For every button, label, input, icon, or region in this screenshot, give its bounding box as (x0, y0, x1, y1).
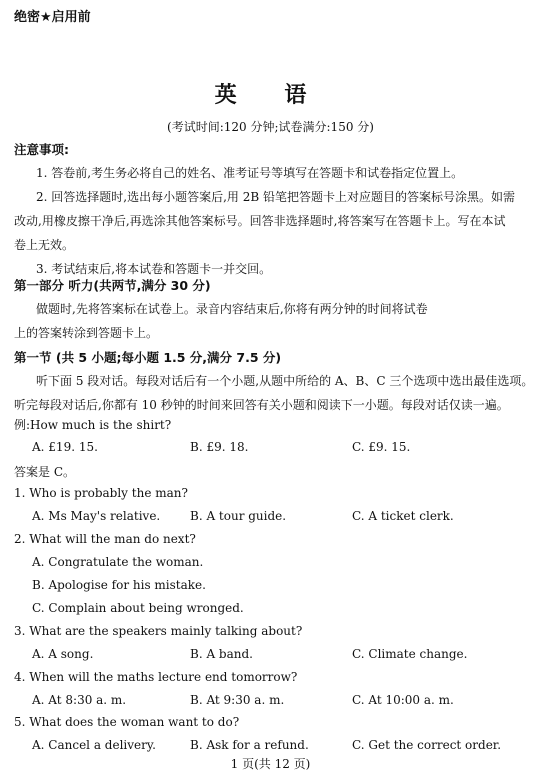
note-item-3: 3. 考试结束后,将本试卷和答题卡一并交回。 (36, 262, 272, 276)
section1-intro-line-2: 听完每段对话后,你都有 10 秒钟的时间来回答有关小题和阅读下一小题。每段对话仅读一遍。 (14, 398, 509, 412)
question-3-option-a: A. A song. (32, 647, 94, 661)
part1-intro-line-1: 做题时,先将答案标在试卷上。录音内容结束后,你将有两分钟的时间将试卷 (36, 302, 428, 316)
part1-intro-line-2: 上的答案转涂到答题卡上。 (14, 326, 159, 340)
part1-heading: 第一部分 听力(共两节,满分 30 分) (14, 278, 211, 293)
question-4-option-b: B. At 9:30 a. m. (190, 693, 285, 707)
example-option-b: B. £9. 18. (190, 440, 249, 454)
secret-label: 绝密★启用前 (14, 10, 91, 25)
question-5-option-c: C. Get the correct order. (352, 738, 502, 752)
note-item-2-line-2: 改动,用橡皮擦干净后,再选涂其他答案标号。回答非选择题时,将答案写在答题卡上。写在本试 (14, 214, 506, 228)
question-2-option-b: B. Apologise for his mistake. (32, 578, 206, 592)
note-item-2-line-3: 卷上无效。 (14, 238, 75, 252)
note-item-1: 1. 答卷前,考生务必将自己的姓名、准考证号等填写在答题卡和试卷指定位置上。 (36, 166, 464, 180)
question-3-option-b: B. A band. (190, 647, 253, 661)
question-2-option-c: C. Complain about being wronged. (32, 601, 244, 615)
question-4-option-a: A. At 8:30 a. m. (32, 693, 127, 707)
question-3: 3. What are the speakers mainly talking about? (14, 624, 303, 638)
question-5: 5. What does the woman want to do? (14, 715, 240, 729)
example-answer: 答案是 C。 (14, 465, 75, 479)
question-3-option-c: C. Climate change. (352, 647, 468, 661)
question-1-option-a: A. Ms May's relative. (32, 509, 161, 523)
example-option-c: C. £9. 15. (352, 440, 411, 454)
question-2-option-a: A. Congratulate the woman. (32, 555, 204, 569)
page-title: 英 语 (214, 83, 327, 108)
question-4: 4. When will the maths lecture end tomorrow? (14, 670, 298, 684)
question-1-option-b: B. A tour guide. (190, 509, 287, 523)
question-4-option-c: C. At 10:00 a. m. (352, 693, 454, 707)
question-1-option-c: C. A ticket clerk. (352, 509, 454, 523)
example-option-a: A. £19. 15. (32, 440, 98, 454)
notes-heading: 注意事项: (14, 142, 69, 157)
question-1: 1. Who is probably the man? (14, 486, 188, 500)
section1-heading: 第一节 (共 5 小题;每小题 1.5 分,满分 7.5 分) (14, 350, 282, 365)
question-2: 2. What will the man do next? (14, 532, 196, 546)
note-item-2-line-1: 2. 回答选择题时,选出每小题答案后,用 2B 铅笔把答题卡上对应题目的答案标号涂黑。如需 (36, 190, 515, 204)
exam-info: (考试时间:120 分钟;试卷满分:150 分) (167, 120, 374, 134)
section1-intro-line-1: 听下面 5 段对话。每段对话后有一个小题,从题中所给的 A、B、C 三个选项中选出最佳选项。 (36, 374, 534, 388)
example-question: 例:How much is the shirt? (14, 418, 172, 432)
question-5-option-b: B. Ask for a refund. (190, 738, 309, 752)
page-number: 1 页(共 12 页) (230, 757, 311, 771)
question-5-option-a: A. Cancel a delivery. (32, 738, 156, 752)
